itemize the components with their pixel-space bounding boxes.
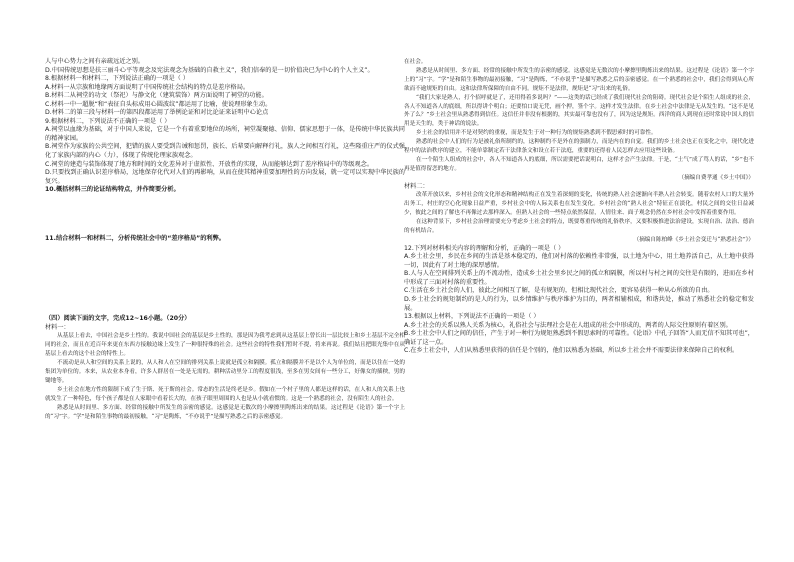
question-12-option-d: D.乡土社会的规矩制约的是人的行为，以乡情维护与秩序维护为目的，两者相辅相成，和谐共处，推动了熟悉社会的稳定和发展。 <box>404 295 754 312</box>
material-1-paragraph: 熟悉是从时间里、多方面、经常的接触中所发生的亲密的感觉。这感觉是无数次的小摩擦里陶炼出来的结果。这过程是《论语》第一个字上的“习”字。“学”是和陌生事物的最初接触，“习”是陶炼，“不亦说乎”是描写熟悉之后的亲密感觉。在一个熟悉的社会中，我们会得到从心所欲而不逾规矩的自由。这和法律所保障的自由不同。规矩不是法律，规矩是“习”出来的礼俗。 <box>404 67 754 92</box>
question-8-option-a: A.材料一从宗族和地缘两方面说明了中国传统社会结构的特点是差序格局。 <box>45 83 250 91</box>
question-8-stem: 8.根据材料一和材料二，下列说法正确的一项是（ ） <box>45 75 189 83</box>
question-13-option-c: C.在乡土社会中，人们从熟悉里获得的信任是个别的，他们以熟悉为基础，所以乡土社会并不需要法律来保障自己的权利。 <box>404 347 739 355</box>
question-12-stem: 12.下列对材料相关内容的理解和分析，正确的一项是（ ） <box>404 244 565 252</box>
source-citation: （摘编自陈柏峰《乡土社会变迁与“熟悉社会”》） <box>633 236 754 243</box>
option-d: D.中国传统思想是扶三丽斗心平等观念及宪法观念为基础的自救主义”，我们信奉的是一切价值决已为中心的个人主义”。 <box>45 66 374 74</box>
material-1-paragraph: 熟悉是从时间里、多方面、经常的接触中所发生的亲密的感觉。这感觉是无数次的小摩擦里陶炼出来的结果。这过程是《论语》第一个字上的“习”字。“学”是和陌生事物的最初接触，“习”是陶炼，“不亦说乎”是描写熟悉之后的亲密感觉。 <box>45 404 405 420</box>
question-9-stem: 9.根据材料二，下列说法不正确的一项是（ ） <box>45 117 171 125</box>
left-column <box>45 58 405 421</box>
question-9-option-a: A.祠堂以血缘为基础，对于中国人来说，它是一个有着重要地位的场所，祠堂凝聚德、信仰、儒家思想于一体，是传统中华民族共同的精神家园。 <box>45 126 405 142</box>
question-13-stem: 13.根据以上材料，下列说法不正确的一项是（ ） <box>404 313 540 321</box>
question-9-option-c: C.祠堂的建造与装饰体现了地方和时间的文化差异对于虚拟性、开放性的实现，从而能够达到了差序格局中的等级观念。 <box>45 160 374 168</box>
question-9-option-b: B.祠堂作为家族的公共空间，犯错的族人要受到告诫和惩罚，族长、后辈要向解释行礼，族人之间相互行礼，这些隆重庄严的仪式强化了家族内部的内心（力），体现了传统伦理家族观念。 <box>45 143 405 160</box>
text-line: 在社会。 <box>404 59 427 65</box>
material-2-paragraph: 改革开放以来，乡村社会的文化形态和精神结构正在发生着深刻的变化，传统的熟人社会逐渐向半熟人社会转变。随着农村人口的大量外出务工，村庄的空心化现象日益严重，乡村社会中的人际关系也在发生变化。乡村社会的“熟人社会”特征正在淡化，村民之间的交往日益减少，彼此之间的了解也不再像过去那样深入。但熟人社会的一些特点依然保留，人情往来、面子观念仍然在乡村社会中发挥着重要作用。 <box>404 192 754 217</box>
material-1-label: 材料一： <box>45 323 70 331</box>
material-1-paragraph: 在一个陌生人组成的社会中，各人不知道各人的底细，所以需要把话说明白，这样才会产生法律。于是，“土气”成了骂人的话，“乡”也不再是值得留恋的地方。 <box>404 156 754 172</box>
question-12-option-c: C.生活在乡土社会的人们，彼此之间相互了解，是有规矩的，但相比现代社会，更容易获得一种从心所欲的自由。 <box>404 287 714 295</box>
text-line: 人与中心势力之间有亲疏远近之别。 <box>45 58 144 65</box>
material-1-paragraph: 不流动是从人和空间的关系上说的，从人和人在空间的排列关系上说就是孤立和隔膜。孤立和隔膜并不是以个人为单位的，而是以住在一处的集团为单位的。本来，从农业本身看，许多人群居在一处是无需的。耕种活动里分工的程度很浅，至多在男女间有一些分工，好像女的插秧，男的锄地等。 <box>45 360 405 384</box>
material-2-paragraph: 在这种背景下，乡村社会治理需要充分考虑乡土社会的特点，既要尊重传统的礼俗秩序，又要积极推进法治建设，实现自治、法治、德治的有机结合。 <box>404 218 754 234</box>
right-column <box>404 58 754 356</box>
section-4-heading: （四）阅读下面的文字，完成12~16小题。（20分） <box>45 315 191 323</box>
source-citation: （摘编自费孝通《乡土中国》） <box>678 174 754 181</box>
question-12-option-b: B.人与人在空间排列关系上的不流动性，造成乡土社会里乡民之间的孤立和隔膜，所以村与村之间的交往是有限的，进而在乡村中形成了三面对村落的重要性。 <box>404 270 754 286</box>
material-1-paragraph: 乡土社会在地方性的限制下成了生于斯、死于斯的社会。常态的生活是终老是乡。假如在一个村子里的人都是这样的话，在人和人的关系上也就发生了一种特色，每个孩子都是在人家眼中看着长大的，在孩子眼里周围的人也是从小就看惯的。这是一个熟悉的社会，没有陌生人的社会。 <box>45 386 405 402</box>
question-8-option-d: D.材料二的第三段与材料一的第四段都运用了举例论证和对比论证来证明中心论点 <box>45 109 269 117</box>
material-1-paragraph: “我们大家是熟人，打个招呼就是了，还用得着多说吗？”——这类的话已经成了我们现代社会的阻碍。现代社会是个陌生人组成的社会，各人不知道各人的底细，所以得讲个明白；还要怕口说无凭，画个押，签个字。这样才发生法律。在乡土社会中法律是无从发生的。“这不是见外了么？”乡土社会里从熟悉得到信任。这信任并非没有根据的，其实最可靠也没有了，因为这是规矩。西洋的商人到现在还时常说中国人的信用是天生的，类于神话的说法。 <box>404 94 754 128</box>
material-2-label: 材料二： <box>404 182 429 190</box>
question-10: 10.概括材料三的论证结构特点，并作简要分析。 <box>45 186 180 194</box>
material-1-paragraph: 乡土社会的信用并不是对契约的重视，而是发生于对一种行为的规矩熟悉到不假思索时的可靠性。 <box>416 130 657 137</box>
question-8-option-b: B.材料二从祠堂的功文（祭祀）与静文化（建筑装饰）两方面说明了祠堂的功能。 <box>45 92 268 100</box>
material-1-paragraph: 从基层上看去，中国社会是乡土性的。我说中国社会的基层是乡土性的，那是因为我考虑到从这基层上曾长出一层比较上和乡土基层不完全相同的社会，而且在近百年来更在东西方接触边缘上发生了一种很特殊的社会。这些社会的特性我们暂时不提，将来再说。我们姑且把眼光集中在从基层上看去的这个社会的特性上。 <box>45 333 405 358</box>
material-1-paragraph: 熟悉的社会中人们的行为是被礼俗所制约的，这种制约不是外在的强制力，而是内在的自觉。我们的乡土社会也正在变化之中，现代化进程中的法治秩序的建立，不能单靠制定若干法律条文和设立若干法庭，重要的还得看人民怎样去应用这些设备。 <box>404 139 754 155</box>
question-12-option-a: A.乡土社会里，乡民在乡间的生活是基本稳定的，他们对村落的依赖性非常强，以土地为中心，用土地养活自己，从土地中获得一切，因此有了对土地的深厚感情。 <box>404 253 754 269</box>
question-13-option-b: B.乡土社会中人们之间的信任，产生于对一种行为规矩熟悉到不假思索时的可靠性。《论语》中孔子回答“人而无信不知其可也”，确证了这一点。 <box>404 330 754 346</box>
question-8-option-c: C.材料一中一超脱“和“表征自头标成用心圆波纹”都运用了比喻，使说理形象生动。 <box>45 100 272 108</box>
question-9-option-d: D.只要找到正确认识差序格局，远地保存化代对人们的再影响，从而在使其精神重要加理性的方向发展，就一定可以实现中华民族的复兴。 <box>45 169 405 185</box>
question-11: 11.结合材料一和材料二，分析传统社会中的“差序格局”的利弊。 <box>45 234 225 242</box>
question-13-option-a: A.乡土社会的关系以熟人关系为核心，礼俗社会与法理社会是在人组成的社会中形成的，两者的人际交往原则有着区别。 <box>404 321 732 329</box>
